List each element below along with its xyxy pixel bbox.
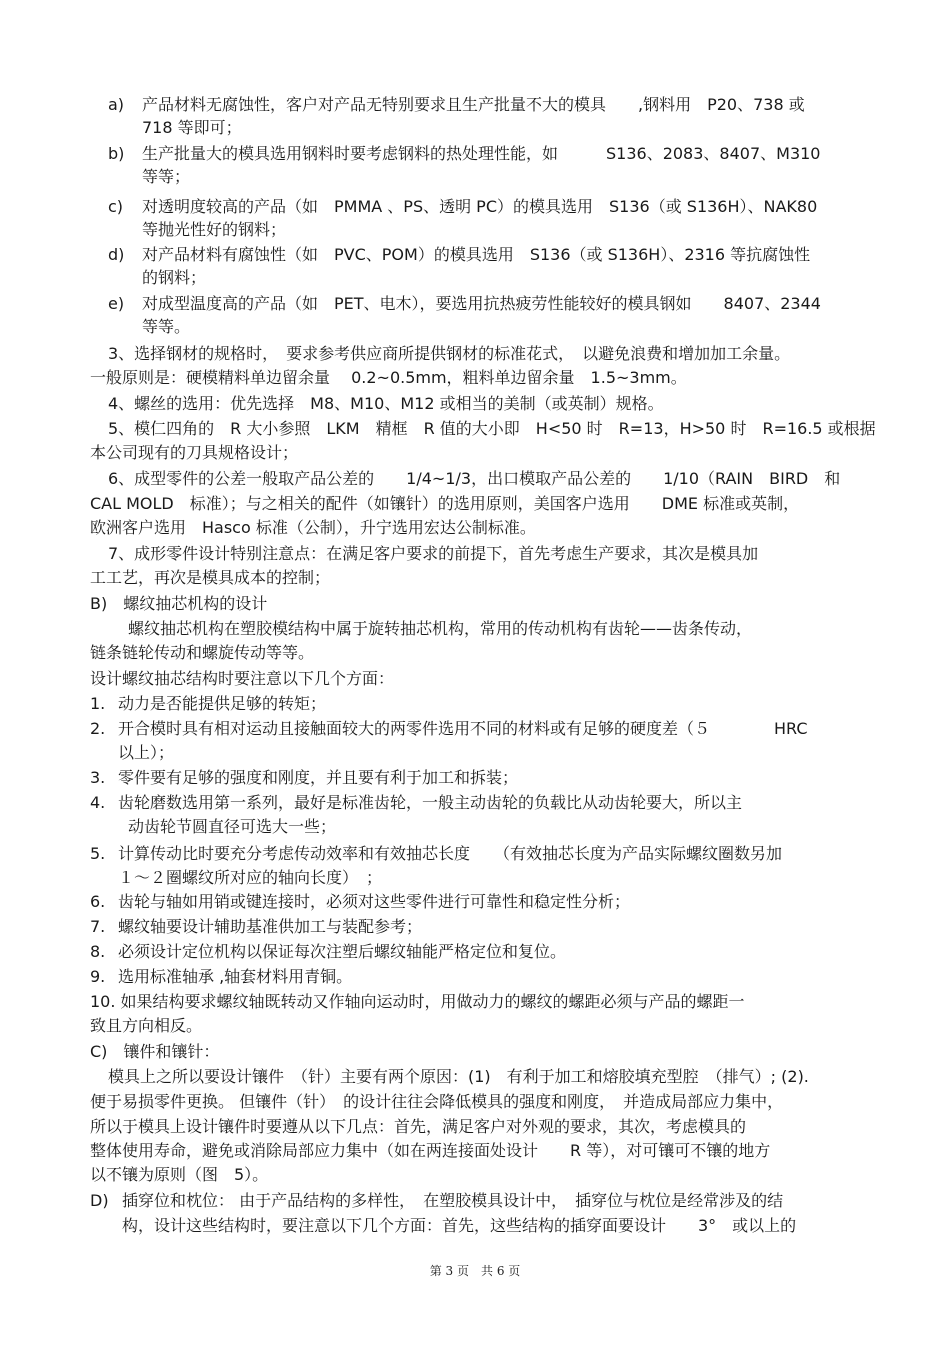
numbered-marker: 2. [90,719,106,738]
section-c-body: 便于易损零件更换。 但镶件（针） 的设计往往会降低模具的强度和刚度， 并造成局部应力集中， [90,1092,784,1111]
paragraph-6: CAL MOLD 标准）；与之相关的配件（如镶针）的选用原则，美国客户选用 DME 标准或英制， [90,494,800,513]
list-item-text: 生产批量大的模具选用钢料时要考虑钢料的热处理性能，如 S136、2083、8407、M310 [142,144,821,163]
numbered-item-text: 必须设计定位机构以保证每次注塑后螺纹轴能严格定位和复位。 [118,942,567,961]
paragraph-7: 7、成形零件设计特别注意点：在满足客户要求的前提下，首先考虑生产要求，其次是模具加 [108,544,759,563]
section-c-body: 以不镶为原则（图 5）。 [90,1165,269,1184]
numbered-marker: 9. [90,967,106,986]
numbered-item-10: 10. 如果结构要求螺纹轴既转动又作轴向运动时，用做动力的螺纹的螺距必须与产品的螺距一 [90,992,745,1011]
section-d-text: 插穿位和枕位： 由于产品结构的多样性， 在塑胶模具设计中， 插穿位与枕位是经常涉及的结 [122,1191,784,1210]
list-marker: e) [108,294,125,313]
paragraph-3: 3、选择钢材的规格时， 要求参考供应商所提供钢材的标准花式， 以避免浪费和增加加工余量。 [108,344,791,363]
section-b-heading: B) 螺纹抽芯机构的设计 [90,594,268,613]
paragraph-5: 5、模仁四角的 R 大小参照 LKM 精框 R 值的大小即 H<50 时 R=13，H>50 时 R=16.5 或根据 [108,419,876,438]
paragraph-6: 欧洲客户选用 Hasco 标准（公制），升宁选用宏达公制标准。 [90,518,536,537]
numbered-marker: 7. [90,917,106,936]
list-marker: d) [108,245,125,264]
list-item-text: 对透明度较高的产品（如 PMMA 、PS、透明 PC）的模具选用 S136（或 S136H）、NAK80 [142,197,818,216]
section-c-body: 整体使用寿命，避免或消除局部应力集中（如在两连接面处设计 R 等），对可镶可不镶的地方 [90,1141,771,1160]
paragraph-4: 4、螺丝的选用：优先选择 M8、M10、M12 或相当的美制（或英制）规格。 [108,394,664,413]
numbered-item-text: 螺纹轴要设计辅助基准供加工与装配参考； [118,917,423,936]
section-b-intro: 螺纹抽芯机构在塑胶模结构中属于旋转抽芯机构，常用的传动机构有齿轮——齿条传动， [128,619,753,638]
list-item-text: 等等。 [142,317,191,336]
paragraph-6: 6、成型零件的公差一般取产品公差的 1/4~1/3，出口模取产品公差的 1/10（RAIN BIRD 和 [108,469,841,488]
paragraph-5: 本公司现有的刀具规格设计； [90,443,299,462]
numbered-marker: 4. [90,793,106,812]
list-item-text: 等等； [142,167,191,186]
numbered-marker: 8. [90,942,106,961]
list-marker: a) [108,95,125,114]
numbered-marker: 1. [90,694,106,713]
list-item-text: 等抛光性好的钢料； [142,220,287,239]
section-b-intro: 链条链轮传动和螺旋传动等等。 [90,643,315,662]
list-item-text: 的钢料； [142,268,207,287]
numbered-item-text: 齿轮与轴如用销或键连接时，必须对这些零件进行可靠性和稳定性分析； [118,892,631,911]
numbered-marker: 5. [90,844,106,863]
page-footer: 第 3 页 共 6 页 [429,1264,521,1278]
section-c-heading: C) 镶件和镶针： [90,1042,220,1061]
list-item-text: 718 等即可； [142,118,242,137]
numbered-item-10: 致且方向相反。 [90,1016,203,1035]
section-c-body: 所以于模具上设计镶件时要遵从以下几点：首先，满足客户对外观的要求，其次，考虑模具的 [90,1117,747,1136]
paragraph-3: 一般原则是：硬模精料单边留余量 0.2~0.5mm，粗料单边留余量 1.5~3mm。 [90,368,687,387]
numbered-item-text: 齿轮磨数选用第一系列，最好是标准齿轮，一般主动齿轮的负载比从动齿轮要大，所以主 [118,793,743,812]
numbered-marker: 6. [90,892,106,911]
numbered-item-text: 选用标准轴承 ,轴套材料用青铜。 [118,967,353,986]
section-c-body: 模具上之所以要设计镶件 （针）主要有两个原因：(1) 有利于加工和熔胶填充型腔 （排气）; (2). [108,1067,809,1086]
numbered-item-text: 零件要有足够的强度和刚度，并且要有利于加工和拆装； [118,768,519,787]
numbered-item-text: 动齿轮节圆直径可选大一些； [128,817,337,836]
paragraph-7: 工工艺，再次是模具成本的控制； [90,568,331,587]
section-d-marker: D) [90,1191,109,1210]
section-b-lead: 设计螺纹抽芯结构时要注意以下几个方面： [90,669,395,688]
list-item-text: 对产品材料有腐蚀性（如 PVC、POM）的模具选用 S136（或 S136H）、2316 等抗腐蚀性 [142,245,811,264]
numbered-item-text: 开合模时具有相对运动且接触面较大的两零件选用不同的材料或有足够的硬度差（５ HRC [118,719,808,738]
numbered-item-text: 计算传动比时要充分考虑传动效率和有效抽芯长度 （有效抽芯长度为产品实际螺纹圈数另加 [118,844,783,863]
numbered-marker: 3. [90,768,106,787]
list-item-text: 对成型温度高的产品（如 PET、电木），要选用抗热疲劳性能较好的模具钢如 8407、2344 [142,294,821,313]
list-marker: b) [108,144,125,163]
numbered-item-text: 动力是否能提供足够的转矩； [118,694,327,713]
section-d-text: 构，设计这些结构时，要注意以下几个方面：首先，这些结构的插穿面要设计 3° 或以上的 [122,1216,797,1235]
numbered-item-text: １～２圈螺纹所对应的轴向长度） ； [118,868,383,887]
numbered-item-text: 以上）； [118,743,175,762]
list-item-text: 产品材料无腐蚀性，客户对产品无特别要求且生产批量不大的模具 ,钢料用 P20、738 或 [142,95,805,114]
list-marker: c) [108,197,124,216]
